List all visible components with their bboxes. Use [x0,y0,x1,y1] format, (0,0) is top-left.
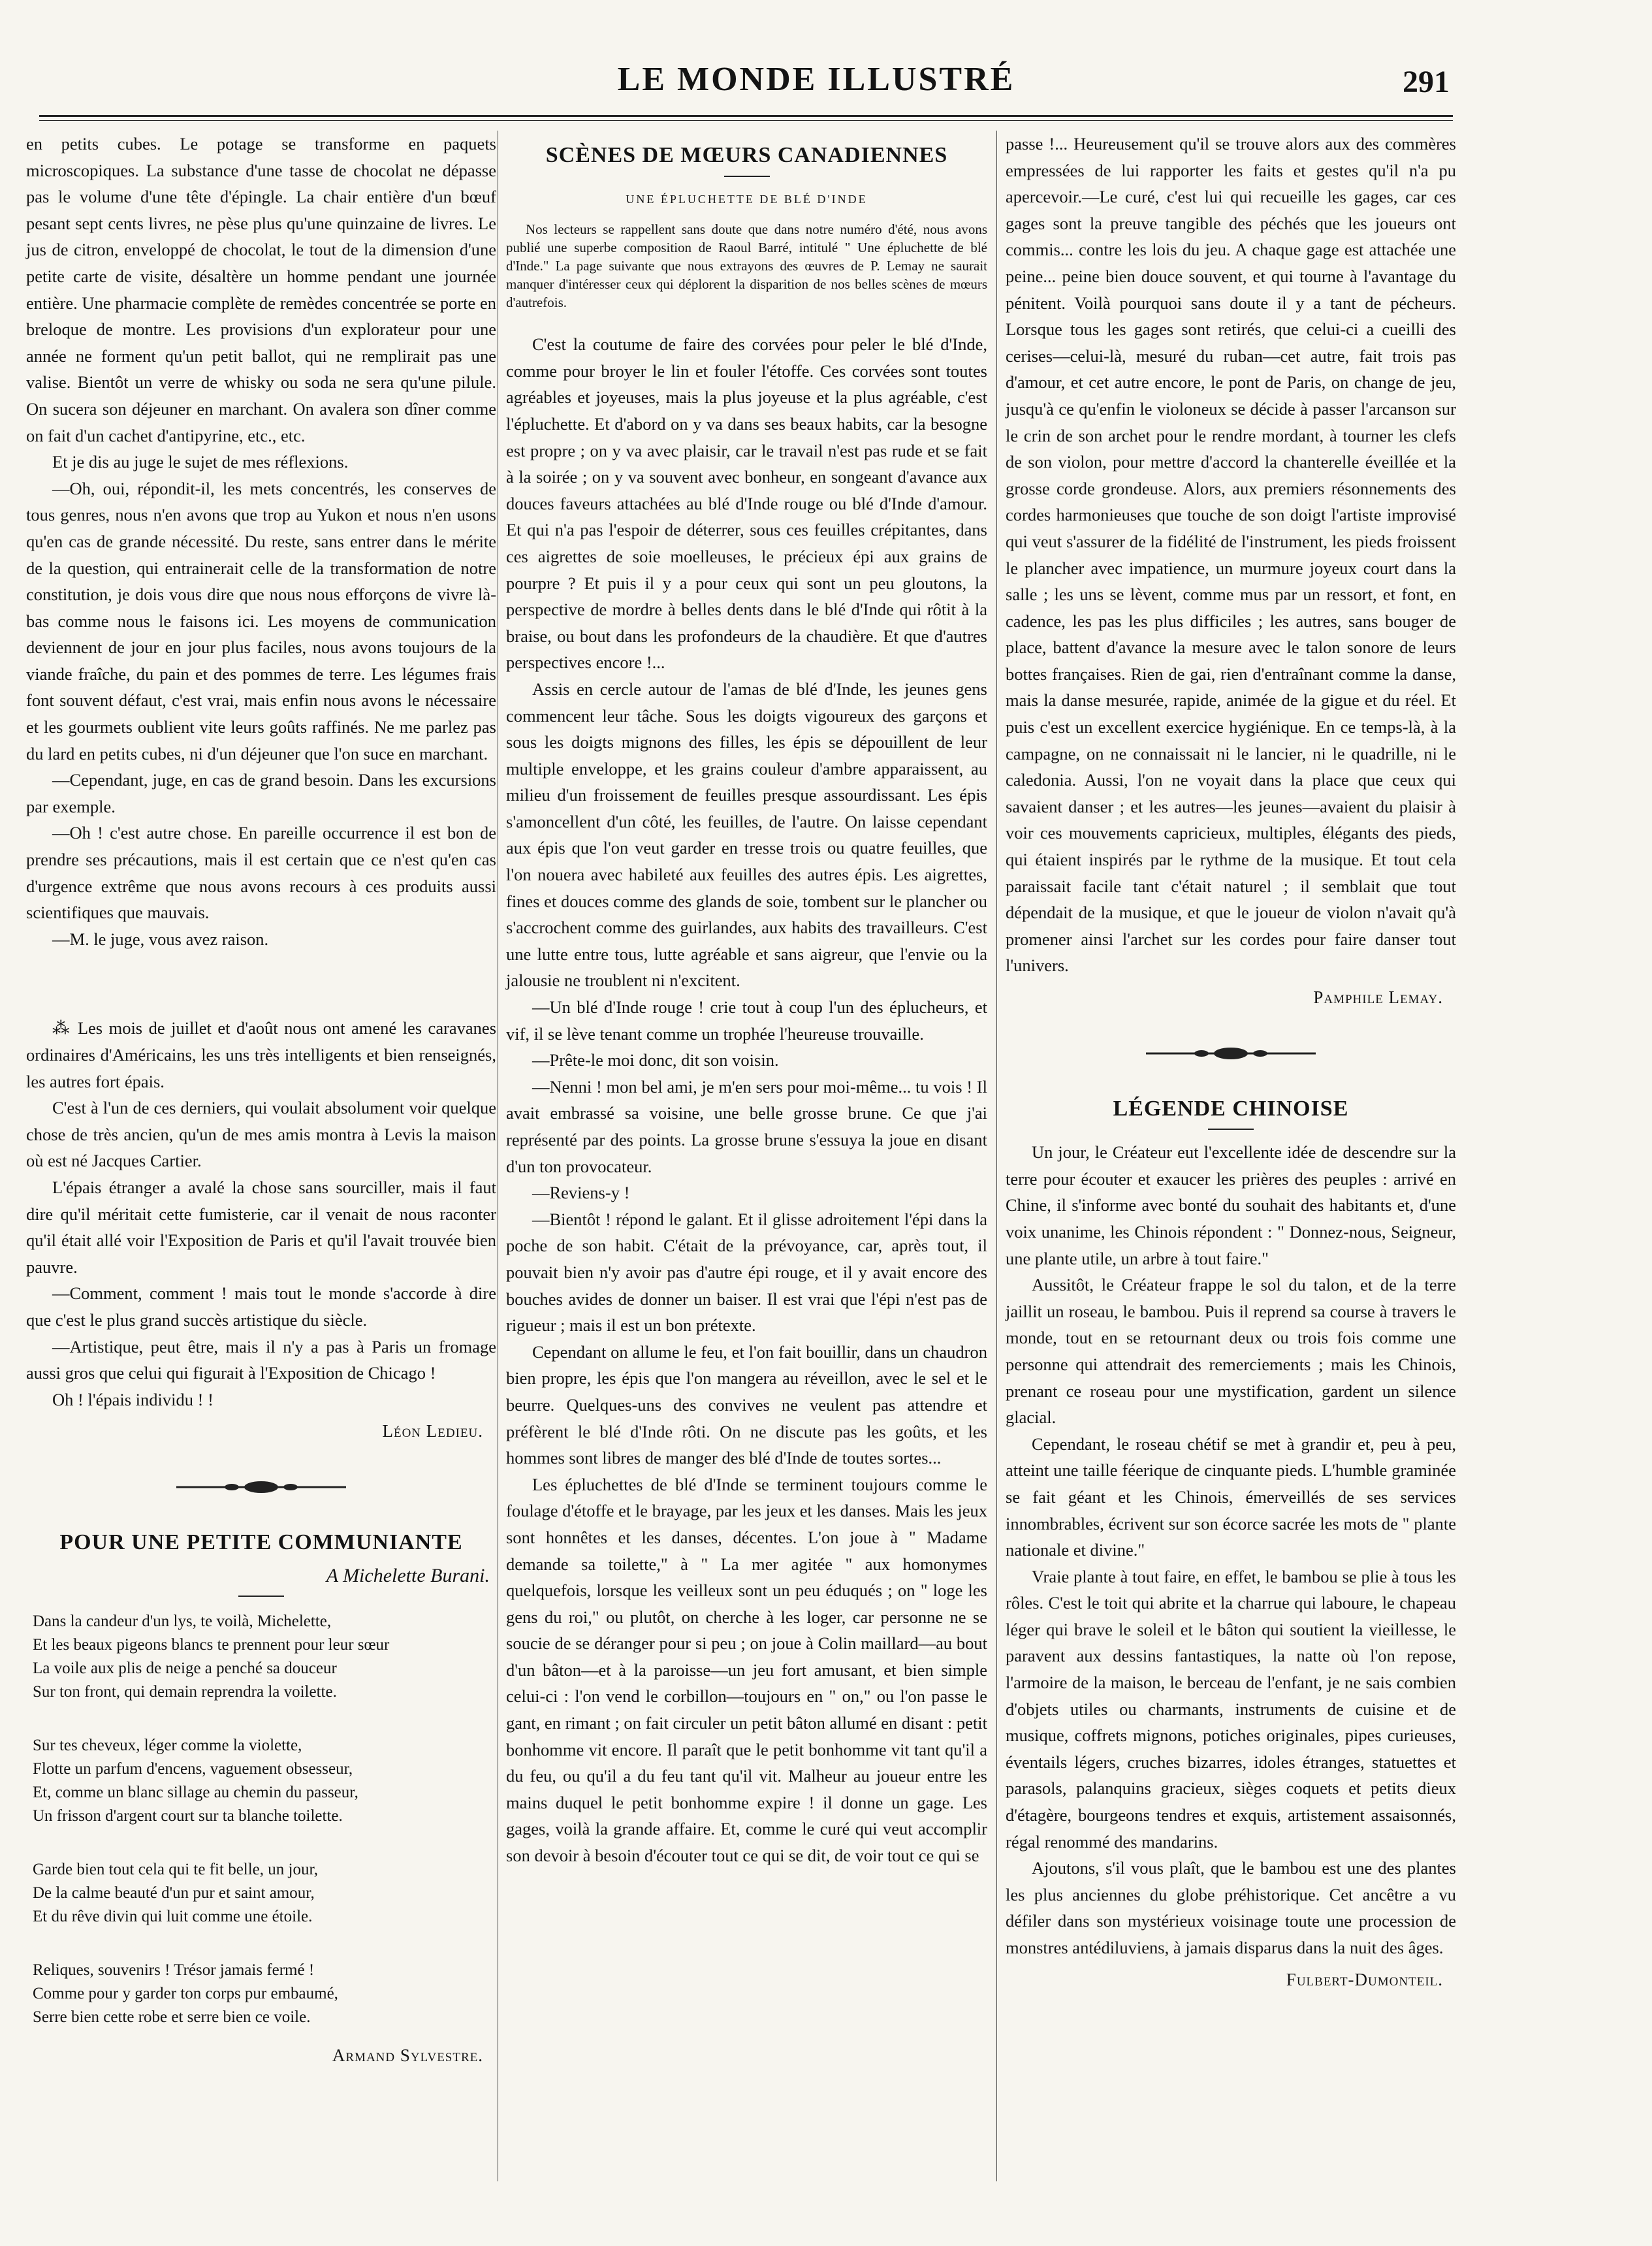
paragraph: Oh ! l'épais individu ! ! [52,1389,214,1409]
paragraph: —M. le juge, vous avez raison. [52,929,269,949]
asterism: ⁂ [52,1018,72,1038]
paragraph: —Prête-le moi donc, dit son voisin. [532,1050,779,1070]
short-rule [724,176,770,177]
signature: Pamphile Lemay. [1313,987,1443,1007]
verse-line: Serre bien cette robe et serre bien ce voile. [33,2008,311,2027]
column-3 [1006,131,1456,1999]
paragraph [26,1015,496,1095]
column-divider [996,131,997,2181]
article-intro [506,220,987,312]
paragraph: —Oh ! c'est autre chose. En pareille occurrence il est bon de prendre ses précautions, mais il est certain que ce n'est qu'en cas d'urgence extrême que nous avons recours à ces produits aussi scientifiques que mauvais. [26,823,496,923]
masthead [39,60,1450,106]
column-2 [506,131,987,1869]
paragraph: —Comment, comment ! mais tout le monde s'accorde à dire que c'est le plus grand succès artistique du siècle. [26,1283,496,1330]
short-rule [1208,1129,1254,1130]
paragraph: Aussitôt, le Créateur frappe le sol du talon, et de la terre jaillit un roseau, le bambou. Puis il reprend sa course à travers le monde, tout en se retournant deux ou trois fois comme une personne qui attendrait des remerciements ; mais les Chinois, prenant ce roseau pour une mystification, gardent un silence glacial. [1006,1275,1456,1428]
intro-text: Nos lecteurs se rappellent sans doute que dans notre numéro d'été, nous avons publié une superbe composition de Raoul Barré, intitulé " Une épluchette de blé d'Inde." La page suivante que nous extrayons des œuvres de P. Lemay ne saurait manquer d'intéresser ceux qui déplorent la disparition de nos belles scènes de mœurs d'autrefois. [506,221,987,311]
article-subtitle: UNE ÉPLUCHETTE DE BLÉ D'INDE [626,192,868,206]
paragraph: C'est à l'un de ces derniers, qui voulait absolument voir quelque chose de très ancien, qu'un de mes amis montra à Levis la maison où est né Jacques Cartier. [26,1098,496,1171]
short-rule [238,1596,284,1597]
paragraph: L'épais étranger a avalé la chose sans sourciller, mais il faut dire qu'il méritait cette fumisterie, car il venait de nous raconter qu'il était allé voir l'Exposition de Paris et qu'il l'avait trouvée bien pauvre. [26,1177,496,1277]
verse-line: Garde bien tout cela qui te fit belle, un jour, [33,1861,319,1879]
ornament [1006,1037,1456,1070]
paragraph-text: Les mois de juillet et d'août nous ont amené les caravanes ordinaires d'Américains, les uns très intelligents et bien renseignés, les autres fort épais. [26,1018,497,1091]
article-title: LÉGENDE CHINOISE [1113,1096,1349,1121]
header-rule [39,115,1453,117]
paragraph: —Oh, oui, répondit-il, les mets concentrés, les conserves de tous genres, nous n'en avons que trop au Yukon et nous n'en usons qu'en cas de grande nécessité. Du reste, sans entrer dans le mérite de la question, qui entrainerait celle de la transformation de notre constitution, je dois vous dire que nous nous efforçons de vivre là-bas comme nous le faisons ici. Les moyens de communication deviennent de jour en jour plus faciles, nous avons toujours de la viande fraîche, du pain et des pommes de terre. Les légumes frais font souvent défaut, c'est vrai, mais enfin nous avons le nécessaire et les gourmets oublient vite leurs goûts raffinés. Ne me parlez pas du lard en petits cubes, ni d'un déjeuner que l'on suce en marchant. [26,478,496,763]
paragraph: passe !... Heureusement qu'il se trouve alors aux des commères empressées de lui rapporter les faits et gestes qu'il n'a pu apercevoir.—Le curé, c'est lui qui recueille les gages, car ces gages sont la preuve tangible des péchés que les joueurs ont commis... contre les lois du jeu. A chaque gage est attachée une peine... peine bien douce souvent, et qui tourne à l'avantage du pénitent. Voilà pourquoi sans doute il y a tant de pécheurs. Lorsque tous les gages sont retirés, que celui-ci a cueilli des cerises—celui-là, mesuré du ruban—cet autre, fait trois pas d'amour, et cet autre encore, le pont de Paris, on change de jeu, jusqu'à ce qu'enfin le violoneux se décide à passer l'arcanson sur le crin de son archet pour le rendre mordant, à tourner les clefs de son violon, pour mettre d'accord la chanterelle éveillée et la grosse corde grondeuse. Alors, aux premiers résonnements des cordes harmonieuses que touche de son doigt l'artiste improvisé qui veut s'assurer de la fidélité de l'instrument, les pieds froissent le plancher avec impatience, un murmure joyeux court dans la salle ; les uns se lèvent, comme mus par un ressort, et font, en cadence, les pas les plus difficiles ; les autres, sans bouger de place, battent d'avance la mesure avec le talon sonore de leurs bottes françaises. Rien de gai, rien d'entraînant comme la danse, mais la danse mesurée, rapide, animée de la gigue et du réel. Et puis c'est un excellent exercice hygiénique. En ce temps-là, à la campagne, on ne connaissait ni le lancier, ni le quadrille, ni le caledonia. Aussi, l'on ne voyait dans la place que ceux qui savaient danser ; et les autres—les jeunes—avaient du plaisir à voir ces mouvements capricieux, multiples, élégants des pieds, qui étaient inspirés par le rythme de la musique. Et tout cela paraissait facile tant c'était naturel ; il semblait que tout dépendait de la musique, et que le joueur de violon n'avait qu'à promener ainsi l'archet sur les cordes pour faire danser tout l'univers. [1006,134,1456,976]
paragraph: —Un blé d'Inde rouge ! crie tout à coup l'un des éplucheurs, et vif, il se lève tenant comme un trophée l'heureuse trouvaille. [506,997,987,1044]
verse-line: Et, comme un blanc sillage au chemin du passeur, [33,1784,358,1802]
stanza [33,1959,496,2029]
paragraph: Vraie plante à tout faire, en effet, le bambou se plie à tous les rôles. C'est le toit qui abrite et la charrue qui laboure, le chapeau léger qui brave le soleil et le bâton qui soutient la vieillesse, le paravent aux dessins fantastiques, la natte où l'on repose, l'armoire de la maison, le berceau de l'enfant, je ne sais combien d'objets utiles ou charmants, instruments de cuisine et de musique, coffrets mignons, potiches originales, pipes curieuses, éventails légers, cruches bizarres, idoles étranges, statuettes et parasols, palanquins gracieux, sièges coquets et petits dieux d'étagère, bourgeons tendres et exquis, artistement assaisonnés, régal renommé des mandarins. [1006,1566,1456,1852]
paragraph: Assis en cercle autour de l'amas de blé d'Inde, les jeunes gens commencent leur tâche. Sous les doigts vigoureux des garçons et sous les doigts mignons des filles, les épis se dépouillent de leur multiple enveloppe, et les grains couleur d'ambre apparaissent, au milieu d'un froissement de feuilles presque assourdissant. Les épis s'amoncellent d'un côté, les feuilles, de l'autre. On laisse cependant aux épis que l'on veut garder en tresse trois ou quatre feuilles, que l'on nouera avec habileté aux feuilles des autres épis. Les aigrettes, fines et douces comme des glands de soie, tombent sur le plancher ou s'accrochent comme des guirlandes, aux habits des travailleurs. C'est une lutte entre tous, lutte agréable et sans aigreur, que l'envie ou la jalousie ne troublent ni n'excitent. [506,679,987,991]
article-title: SCÈNES DE MŒURS CANADIENNES [545,143,948,167]
verse-line: De la calme beauté d'un pur et saint amour, [33,1884,315,1902]
paragraph: Les épluchettes de blé d'Inde se terminent toujours comme le foulage d'étoffe et le brayage, par les jeux et les danses. Mais les jeux sont honnêtes et les danses, décentes. L'on joue à " Madame demande sa toilette," à " La mer agitée " aux homonymes quelquefois, lorsque les veilleux sont un peu éduqués ; on " loge les gens du roi," ou plutôt, on cherche à les loger, car personne ne se soucie de se déranger pour si peu ; on joue à Colin maillard—au bout d'un bâton—et à la paroisse—un jeu fort amusant, et bien simple celui-ci : l'on vend le corbillon—toujours en " on," ou l'on passe le gant, en rimant ; on fait circuler un petit bâton allumé en disant : petit bonhomme vit encore. Il paraît que le petit bonhomme vit tant qu'il a du feu, ou qu'il a du feu tant qu'il vit. Malheur au joueur entre les mains duquel le petit bonhomme expire ! il donne un gage. Les gages, voilà la grande affaire. Et, comme le curé qui veut accomplir son devoir à besoin d'écouter tout ce qui se dit, de voir tout ce qui se [506,1474,987,1866]
stanza [33,1734,496,1828]
verse-line: Reliques, souvenirs ! Trésor jamais fermé ! [33,1961,315,1980]
paragraph: —Nenni ! mon bel ami, je m'en sers pour moi-même... tu vois ! Il avait embrassé sa voisine, une belle grosse brune. Ce que j'ai représenté par des points. La grosse brune s'essuya la joue en disant d'un ton provocateur. [506,1076,987,1176]
verse-line: La voile aux plis de neige a penché sa douceur [33,1660,337,1678]
paragraph: Et je dis au juge le sujet de mes réflexions. [52,452,349,472]
paragraph: Cependant, le roseau chétif se met à grandir et, peu à peu, atteint une taille féerique de cinquante pieds. L'humble graminée se fait géant et les Chinois, émerveillés de ses services innombrables, écrivent sur son écorce sacrée les mots de " plante nationale et divine." [1006,1434,1456,1560]
ornament [26,1471,496,1503]
verse-line: Un frisson d'argent court sur ta blanche toilette. [33,1807,343,1825]
header-rule-thin [39,120,1453,121]
poem-dedication: A Michelette Burani. [326,1564,490,1586]
paragraph: Un jour, le Créateur eut l'excellente idée de descendre sur la terre pour écouter et exaucer les prières des peuples : arrivé en Chine, il s'informe avec bonté du souhait des habitants et, d'une voix unanime, les Chinois répondent : " Donnez-nous, Seigneur, une plante utile, un arbre à tout faire." [1006,1142,1456,1268]
verse-line: Et les beaux pigeons blancs te prennent pour leur sœur [33,1636,390,1654]
paragraph: en petits cubes. Le potage se transforme en paquets microscopiques. La substance d'une tasse de chocolat ne dépasse pas le volume d'une tête d'épingle. La chair entière d'un bœuf pesant sept cents livres, ne pèse plus qu'une quinzaine de livres. Le jus de citron, enveloppé de chocolat, le tout de la dimension d'une petite carte de visite, désaltère un homme pendant une journée entière. Une pharmacie complète de remèdes concentrée se porte en breloque de montre. Les provisions d'un explorateur pour une année ne forment qu'un petit ballot, qui ne remplirait pas une valise. Bientôt un verre de whisky ou soda ne sera qu'une pilule. On sucera son déjeuner en marchant. On avalera son dîner comme on fait d'un cachet d'antipyrine, etc., etc. [26,134,496,445]
verse-line: Comme pour y garder ton corps pur embaumé, [33,1985,338,2003]
poem-title: POUR UNE PETITE COMMUNIANTE [59,1530,463,1554]
stanza [33,1610,496,1704]
journal-title: LE MONDE ILLUSTRÉ [617,61,1015,98]
signature: Fulbert-Dumonteil. [1286,1969,1443,1989]
paragraph: —Reviens-y ! [532,1183,630,1203]
paragraph: —Bientôt ! répond le galant. Et il glisse adroitement l'épi dans la poche de son habit. C'était de la prévoyance, car, après tout, il pouvait bien n'y avoir pas d'autre épi rouge, et il y avait encore des bouches avides de donner un baiser. Il est vrai que l'épi n'est pas de rigueur ; mais il est un bon prétexte. [506,1209,987,1336]
poem [33,1610,496,2029]
verse-line: Flotte un parfum d'encens, vaguement obsesseur, [33,1760,353,1778]
column-1 [26,131,496,2076]
paragraph: C'est la coutume de faire des corvées pour peler le blé d'Inde, comme pour broyer le lin et fouler l'étoffe. Ces corvées sont toutes agréables et joyeuses, mais la plus joyeuse et la plus agréable, c'est l'épluchette. Et d'abord on y va dans ses beaux habits, car la besogne est propre ; on y va avec plaisir, car le travail n'est pas rude et se fait à la soirée ; on y va souvent avec bonheur, en songeant d'avance aux douces faveurs attachées au blé d'Inde rouge ou blé d'Inde d'amour. Et qui n'a pas l'espoir de déterrer, sous ces feuilles crépitantes, dans ces aigrettes de soie moelleuses, le précieux épi aux grains de pourpre ? Et puis il y a pour ceux qui sont un peu gloutons, la perspective de mordre à belles dents dans le blé d'Inde qui rôtit à la braise, ou bout dans les profondeurs de la chaudière. Et que d'autres perspectives encore !... [506,334,987,673]
paragraph: Cependant on allume le feu, et l'on fait bouillir, dans un chaudron bien propre, les épis que l'on mangera au réveillon, avec le sel et le beurre. Quelques-uns des convives ne veulent pas attendre et préfèrent le blé d'Inde rôti. On ne discute pas les goûts, et les hommes sont libres de manger des blé d'Inde de toutes sortes... [506,1341,987,1468]
paragraph: —Artistique, peut être, mais il n'y a pas à Paris un fromage aussi gros que celui qui figurait à l'Exposition de Chicago ! [26,1336,496,1383]
stanza [33,1858,496,1929]
verse-line: Dans la candeur d'un lys, te voilà, Michelette, [33,1612,332,1631]
verse-line: Sur tes cheveux, léger comme la violette, [33,1737,302,1755]
paragraph: Ajoutons, s'il vous plaît, que le bambou est une des plantes les plus anciennes du globe préhistorique. Cet ancêtre a vu défiler dans son mystérieux voisinage toute une procession de monstres antédiluviens, à jamais disparus dans la nuit des âges. [1006,1858,1456,1957]
page-number: 291 [1403,65,1450,99]
signature: Armand Sylvestre. [332,2045,483,2066]
paragraph: —Cependant, juge, en cas de grand besoin. Dans les excursions par exemple. [26,770,496,816]
verse-line: Et du rêve divin qui luit comme une étoile. [33,1908,313,1926]
signature: Léon Ledieu. [382,1421,483,1441]
verse-line: Sur ton front, qui demain reprendra la voilette. [33,1683,337,1701]
